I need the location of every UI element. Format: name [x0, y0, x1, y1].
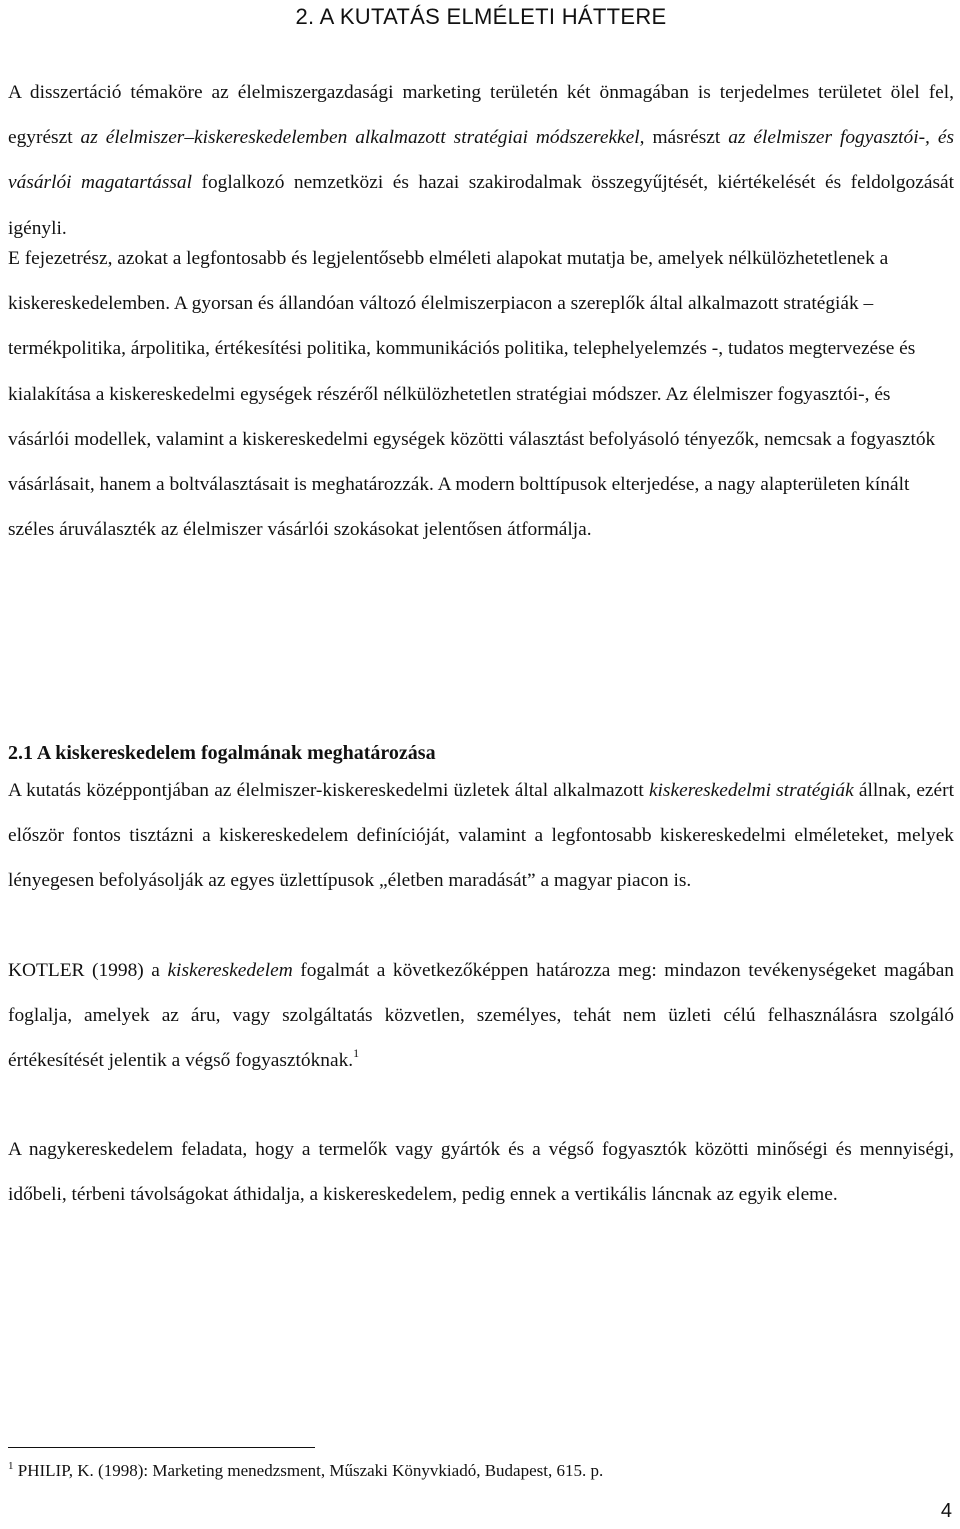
footnote-text: PHILIP, K. (1998): Marketing menedzsment, Műszaki Könyvkiadó, Budapest, 615. p. [13, 1461, 604, 1480]
text-run: A kutatás középpontjában az élelmiszer-kiskereskedelmi üzletek által alkalmazott [8, 780, 649, 801]
text-run: A disszertáció témaköre az élelmiszergazdasági marketing területén két önmagában is terjedelmes területet ölel fel, egyrészt [8, 82, 954, 149]
text-run: KOTLER (1998) a [8, 960, 168, 981]
text-run: foglalkozó nemzetközi és hazai szakirodalmak összegyűjtését, kiértékelését és feldolgozását igényli. [8, 172, 954, 239]
footnote-marker: 1 [8, 1460, 14, 1472]
italic-phrase: kiskereskedelmi stratégiák [648, 780, 854, 801]
section-paragraph-3: A nagykereskedelem feladata, hogy a termelők vagy gyártók és a végső fogyasztók közötti minőségi és mennyiségi, időbeli, térbeni távolságokat áthidalja, a kiskereskedelem, pedig ennek a vertikális láncnak az egyik eleme. [8, 1139, 954, 1206]
text-run: fogalmát a következőképpen határozza meg: mindazon tevékenységeket magában foglalja, amelyek az áru, vagy szolgáltatás közvetlen, személyes, tehát nem üzleti célú felhasználásra szolgáló értékesítését jelentik a végső fogyasztóknak. [8, 960, 954, 1072]
footnote-reference[interactable]: 1 [353, 1046, 360, 1061]
italic-phrase: az élelmiszer–kiskereskedelemben alkalmazott stratégiai módszerekkel [80, 127, 640, 149]
text-run: állnak, ezért először fontos tisztázni a kiskereskedelem definícióját, valamint a legfontosabb kiskereskedelmi elméleteket, melyek lényegesen befolyásolják az egyes üzlettípusok „életben maradását” a magyar piacon is. [8, 780, 954, 892]
footnote-divider [8, 1447, 315, 1448]
text-run: , másrészt [639, 127, 729, 149]
footnote [8, 1459, 603, 1485]
chapter-title: 2. A KUTATÁS ELMÉLETI HÁTTERE [295, 4, 667, 29]
italic-phrase: az élelmiszer fogyasztói-, és vásárlói magatartással [8, 127, 954, 194]
intro-paragraph-1 [8, 70, 954, 251]
page-number: 4 [940, 1500, 952, 1522]
section-paragraph-2 [8, 948, 954, 1086]
section-paragraph-1 [8, 768, 954, 904]
intro-paragraph-2: E fejezetrész, azokat a legfontosabb és legjelentősebb elméleti alapokat mutatja be, amelyek nélkülözhetetlenek a kiskereskedelemben. A gyorsan és állandóan változó élelmiszerpiacon a szereplők által alkalmazott stratégiák – termékpolitika, árpolitika, értékesítési politika, kommunikációs politika, telephelyelemzés -, tudatos megtervezése és kialakítása a kiskereskedelmi egységek részéről nélkülözhetetlen stratégiai módszer. Az élelmiszer fogyasztói-, és vásárlói modellek, valamint a kiskereskedelmi egységek közötti választást befolyásoló tényezők, nemcsak a fogyasztók vásárlásait, hanem a boltválasztásait is meghatározzák. A modern bolttípusok elterjedése, a nagy alapterületen kínált széles áruválaszték az élelmiszer vásárlói szokásokat jelentősen átformálja. [8, 248, 936, 541]
section-heading: 2.1 A kiskereskedelem fogalmának meghatározása [8, 742, 436, 764]
italic-phrase: kiskereskedelem [167, 960, 293, 981]
